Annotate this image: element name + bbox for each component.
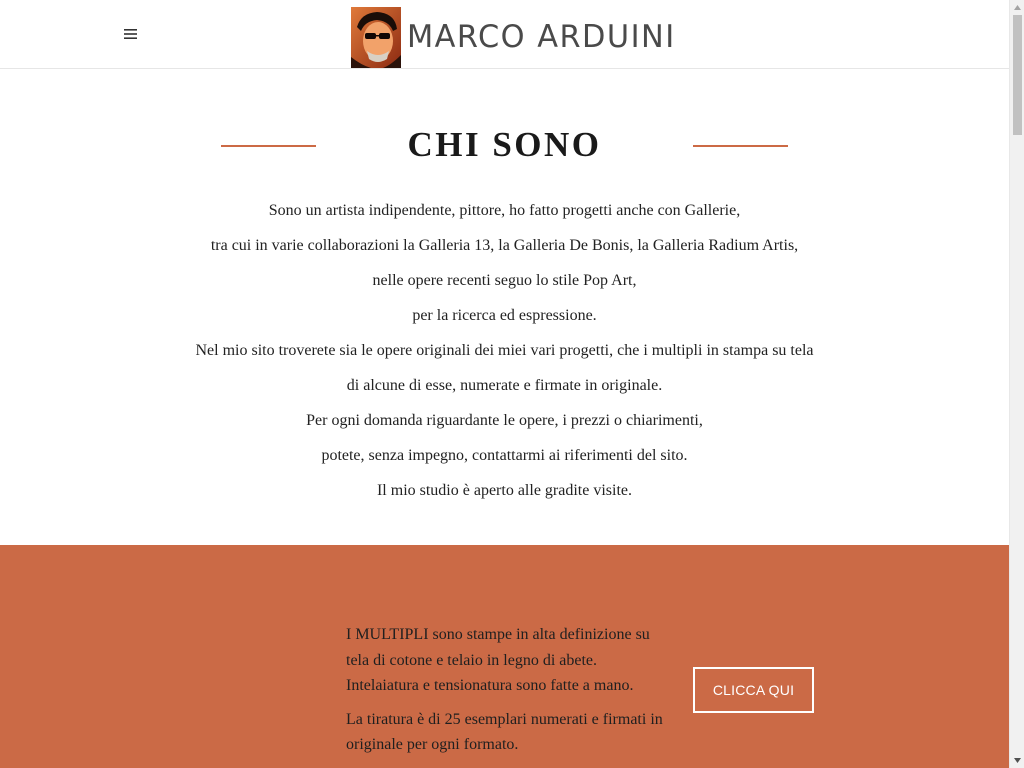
section-title-row bbox=[0, 124, 1009, 166]
about-line: nelle opere recenti seguo lo stile Pop Art, bbox=[372, 272, 637, 289]
multipli-paragraph: I MULTIPLI sono stampe in alta definizione su tela di cotone e telaio in legno di abete. Intelaiatura e tensionatura sono fatte a mano. bbox=[346, 626, 650, 694]
about-line: Nel mio sito troverete sia le opere originali dei miei vari progetti, che i multipli in stampa su tela bbox=[195, 342, 814, 359]
site-header bbox=[0, 0, 1009, 69]
title-divider-right bbox=[693, 145, 788, 147]
about-section bbox=[0, 69, 1009, 545]
about-line: Per ogni domanda riguardante le opere, i prezzi o chiarimenti, bbox=[306, 412, 703, 429]
site-logo[interactable] bbox=[351, 7, 681, 68]
section-title: CHI SONO bbox=[407, 125, 602, 164]
multipli-section bbox=[0, 545, 1009, 768]
about-line: potete, senza impegno, contattarmi ai riferimenti del sito. bbox=[321, 447, 688, 464]
about-line: Il mio studio è aperto alle gradite visite. bbox=[376, 482, 633, 499]
about-line: di alcune di esse, numerate e firmate in originale. bbox=[346, 377, 663, 394]
vertical-scrollbar[interactable] bbox=[1009, 0, 1024, 768]
about-line: Sono un artista indipendente, pittore, ho fatto progetti anche con Gallerie, bbox=[268, 202, 741, 219]
about-line: per la ricerca ed espressione. bbox=[412, 307, 597, 324]
about-line: tra cui in varie collaborazioni la Galleria 13, la Galleria De Bonis, la Galleria Radium Artis, bbox=[210, 237, 799, 254]
scroll-up-arrow-icon[interactable] bbox=[1010, 0, 1024, 15]
clicca-qui-button[interactable]: CLICCA QUI bbox=[693, 667, 814, 713]
scroll-down-arrow-icon[interactable] bbox=[1010, 753, 1024, 768]
hamburger-menu-icon[interactable] bbox=[122, 26, 138, 42]
multipli-description bbox=[346, 622, 666, 766]
about-text bbox=[0, 193, 1009, 508]
logo-text: MARCO ARDUINI bbox=[407, 19, 676, 55]
scrollbar-thumb[interactable] bbox=[1013, 15, 1022, 135]
multipli-paragraph: La tiratura è di 25 esemplari numerati e firmati in originale per ogni formato. bbox=[346, 710, 663, 753]
artist-portrait-logo bbox=[351, 7, 401, 68]
